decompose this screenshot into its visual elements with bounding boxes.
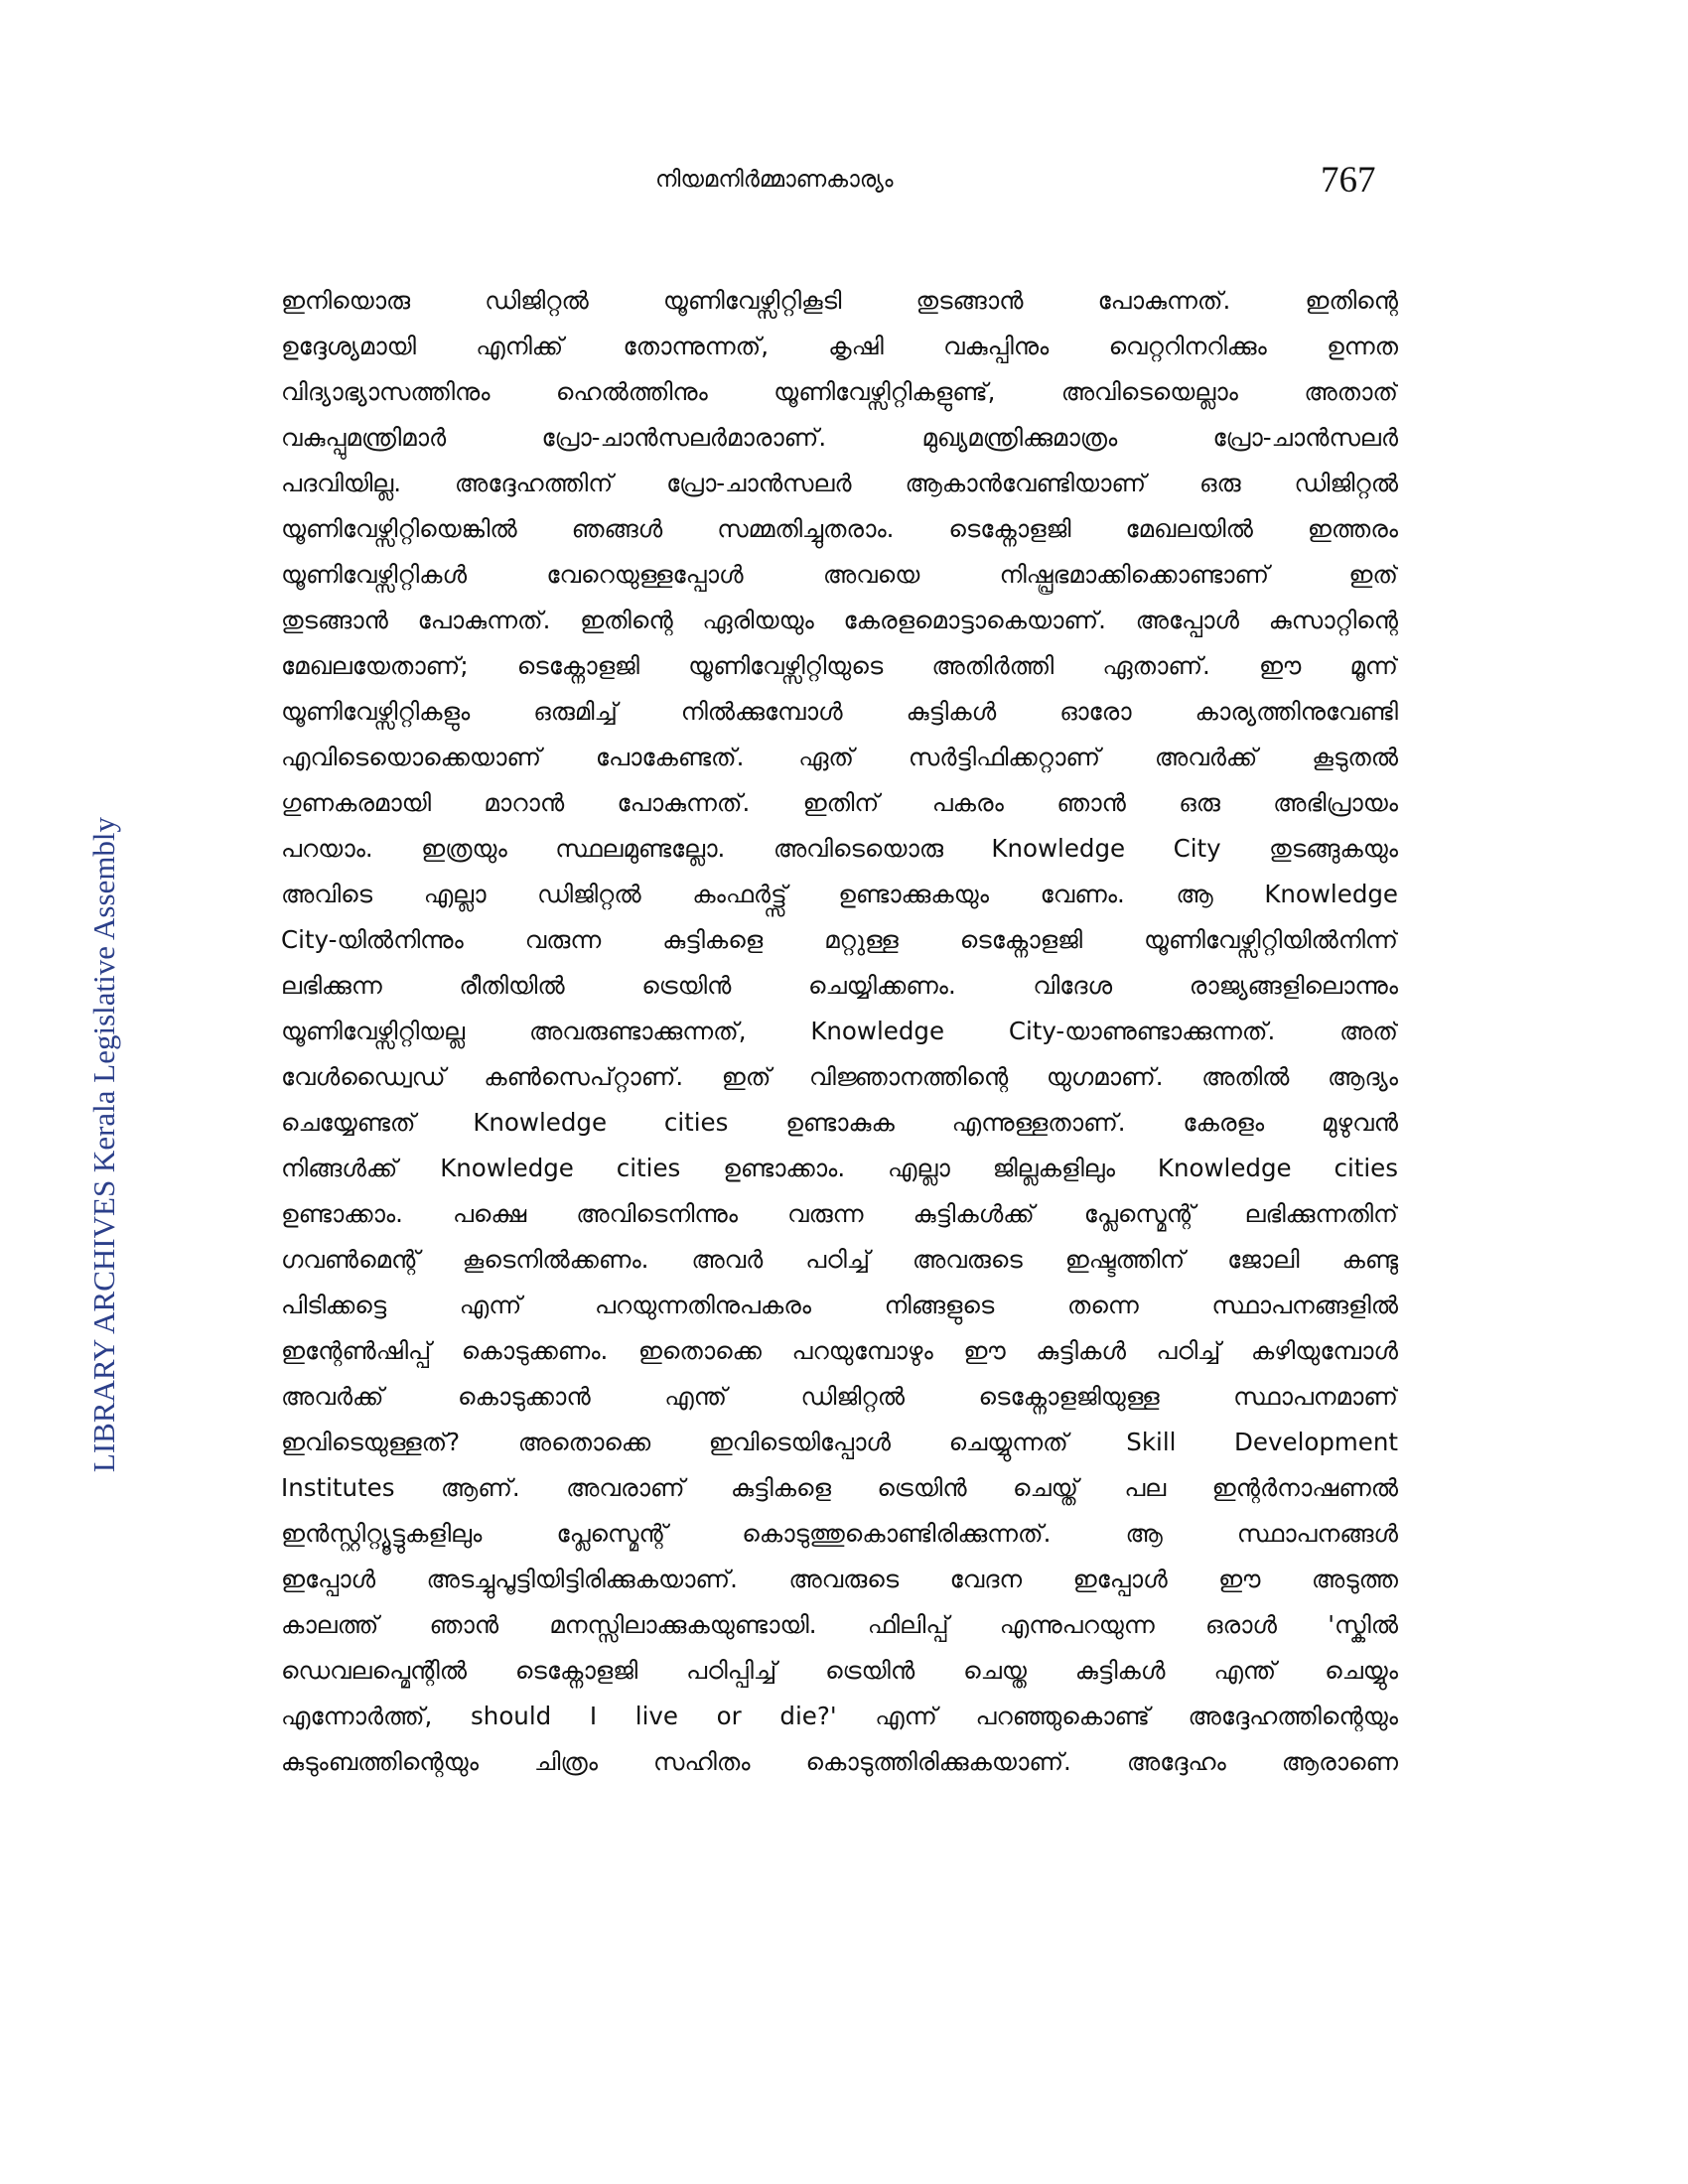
text-line: കുടുംബത്തിന്റെയും ചിത്രം സഹിതം കൊടുത്തിരിക്കുകയാണ്. അദ്ദേഹം ആരാണെ [281, 1747, 1398, 1776]
text-line: എവിടെയൊക്കെയാണ് പോകേണ്ടത്. ഏത് സർട്ടിഫിക്കറ്റാണ് അവർക്ക് കൂടുതൽ [281, 743, 1398, 771]
text-line: ചെയ്യേണ്ടത് Knowledge cities ഉണ്ടാകുക എന്നുള്ളതാണ്. കേരളം മുഴുവൻ [281, 1108, 1398, 1137]
text-line: പിടിക്കട്ടെ എന്ന് പറയുന്നതിനുപകരം നിങ്ങളുടെ തന്നെ സ്ഥാപനങ്ങളിൽ [281, 1291, 1398, 1319]
text-line: ഉണ്ടാക്കാം. പക്ഷെ അവിടെനിന്നും വരുന്ന കുട്ടികൾക്ക് പ്ലേസ്മെന്റ് ലഭിക്കുന്നതിന് [281, 1199, 1398, 1228]
text-line: നിങ്ങൾക്ക് Knowledge cities ഉണ്ടാക്കാം. എല്ലാ ജില്ലകളിലും Knowledge cities [281, 1154, 1398, 1182]
text-line: തുടങ്ങാൻ പോകുന്നത്. ഇതിന്റെ ഏരിയയും കേരളമൊട്ടാകെയാണ്. അപ്പോൾ കുസാറ്റിന്റെ [281, 606, 1398, 634]
text-line: ഇനിയൊരു ഡിജിറ്റൽ യൂണിവേഴ്സിറ്റികൂടി തുടങ്ങാൻ പോകുന്നത്. ഇതിന്റെ [281, 286, 1398, 315]
text-line: യൂണിവേഴ്സിറ്റികൾ വേറെയുള്ളപ്പോൾ അവയെ നിഷ്പ്രഭമാക്കിക്കൊണ്ടാണ് ഇത് [281, 560, 1398, 589]
text-line: യൂണിവേഴ്സിറ്റിയെങ്കിൽ ഞങ്ങൾ സമ്മതിച്ചുതരാം. ടെക്നോളജി മേഖലയിൽ ഇത്തരം [281, 514, 1398, 543]
text-line: ഗുണകരമായി മാറാൻ പോകുന്നത്. ഇതിന് പകരം ഞാൻ ഒരു അഭിപ്രായം [281, 788, 1398, 817]
text-line: ഇൻസ്റ്റിറ്റ്യൂട്ടുകളിലും പ്ലേസ്മെന്റ് കൊടുത്തുകൊണ്ടിരിക്കുന്നത്. ആ സ്ഥാപനങ്ങൾ [281, 1519, 1398, 1548]
text-line: പദവിയില്ല. അദ്ദേഹത്തിന് പ്രോ-ചാൻസലർ ആകാൻവേണ്ടിയാണ് ഒരു ഡിജിറ്റൽ [281, 469, 1398, 497]
text-line: യൂണിവേഴ്സിറ്റിയല്ല അവരുണ്ടാക്കുന്നത്, Knowledge City-യാണുണ്ടാക്കുന്നത്. അത് [281, 1017, 1398, 1045]
text-line: ഗവൺമെന്റ് കൂടെനിൽക്കണം. അവർ പഠിച്ച് അവരുടെ ഇഷ്ടത്തിന് ജോലി കണ്ടു [281, 1245, 1398, 1274]
text-line: Institutes ആണ്. അവരാണ് കുട്ടികളെ ട്രെയിൻ ചെയ്ത് പല ഇന്റർനാഷണൽ [281, 1473, 1398, 1502]
text-line: City-യിൽനിന്നും വരുന്ന കുട്ടികളെ മറ്റുള്ള ടെക്നോളജി യൂണിവേഴ്സിറ്റിയിൽനിന്ന് [281, 925, 1398, 954]
archive-watermark: LIBRARY ARCHIVES Kerala Legislative Assembly [86, 816, 121, 1473]
text-line: കാലത്ത് ഞാൻ മനസ്സിലാക്കുകയുണ്ടായി. ഫിലിപ്പ് എന്നുപറയുന്ന ഒരാൾ 'സ്കിൽ [281, 1610, 1398, 1639]
body-text [281, 278, 1398, 1785]
text-line: വിദ്യാഭ്യാസത്തിനും ഹെൽത്തിനും യൂണിവേഴ്സിറ്റികളുണ്ട്, അവിടെയെല്ലാം അതാത് [281, 377, 1398, 406]
text-line: ഇന്റേൺഷിപ്പ് കൊടുക്കണം. ഇതൊക്കെ പറയുമ്പോഴും ഈ കുട്ടികൾ പഠിച്ച് കഴിയുമ്പോൾ [281, 1336, 1398, 1365]
text-line: ലഭിക്കുന്ന രീതിയിൽ ട്രെയിൻ ചെയ്യിക്കണം. വിദേശ രാജ്യങ്ങളിലൊന്നും [281, 971, 1398, 1000]
page-number: 767 [1321, 160, 1376, 201]
text-line: പറയാം. ഇത്രയും സ്ഥലമുണ്ടല്ലോ. അവിടെയൊരു Knowledge City തുടങ്ങുകയും [281, 834, 1398, 863]
text-line: അവർക്ക് കൊടുക്കാൻ എന്ത് ഡിജിറ്റൽ ടെക്നോളജിയുള്ള സ്ഥാപനമാണ് [281, 1382, 1398, 1411]
text-line: വേൾഡ്വൈഡ് കൺസെപ്റ്റാണ്. ഇത് വിജ്ഞാനത്തിന്റെ യുഗമാണ്. അതിൽ ആദ്യം [281, 1062, 1398, 1091]
text-line: ഡെവലപ്മെന്റിൽ ടെക്നോളജി പഠിപ്പിച്ച് ട്രെയിൻ ചെയ്ത കുട്ടികൾ എന്ത് ചെയ്യും [281, 1656, 1398, 1685]
text-line: യൂണിവേഴ്സിറ്റികളും ഒരുമിച്ച് നിൽക്കുമ്പോൾ കുട്ടികൾ ഓരോ കാര്യത്തിനുവേണ്ടി [281, 697, 1398, 726]
running-header: നിയമനിർമ്മാണകാര്യം [655, 167, 894, 193]
text-line: ഉദ്ദേശ്യമായി എനിക്ക് തോന്നുന്നത്, കൃഷി വകുപ്പിനും വെറ്ററിനറിക്കും ഉന്നത [281, 332, 1398, 360]
text-line: മേഖലയേതാണ്; ടെക്നോളജി യൂണിവേഴ്സിറ്റിയുടെ അതിർത്തി ഏതാണ്. ഈ മൂന്ന് [281, 651, 1398, 680]
text-line: ഇവിടെയുള്ളത്? അതൊക്കെ ഇവിടെയിപ്പോൾ ചെയ്യുന്നത് Skill Development [281, 1428, 1398, 1456]
text-line: അവിടെ എല്ലാ ഡിജിറ്റൽ കംഫർട്ട്സ് ഉണ്ടാക്കുകയും വേണം. ആ Knowledge [281, 880, 1398, 908]
text-line: വകുപ്പുമന്ത്രിമാർ പ്രോ-ചാൻസലർമാരാണ്. മുഖ്യമന്ത്രിക്കുമാത്രം പ്രോ-ചാൻസലർ [281, 423, 1398, 452]
text-line: ഇപ്പോൾ അടച്ചുപൂട്ടിയിട്ടിരിക്കുകയാണ്. അവരുടെ വേദന ഇപ്പോൾ ഈ അടുത്ത [281, 1565, 1398, 1593]
text-line: എന്നോർത്ത്, should I live or die?' എന്ന് പറഞ്ഞുകൊണ്ട് അദ്ദേഹത്തിന്റെയും [281, 1702, 1398, 1730]
